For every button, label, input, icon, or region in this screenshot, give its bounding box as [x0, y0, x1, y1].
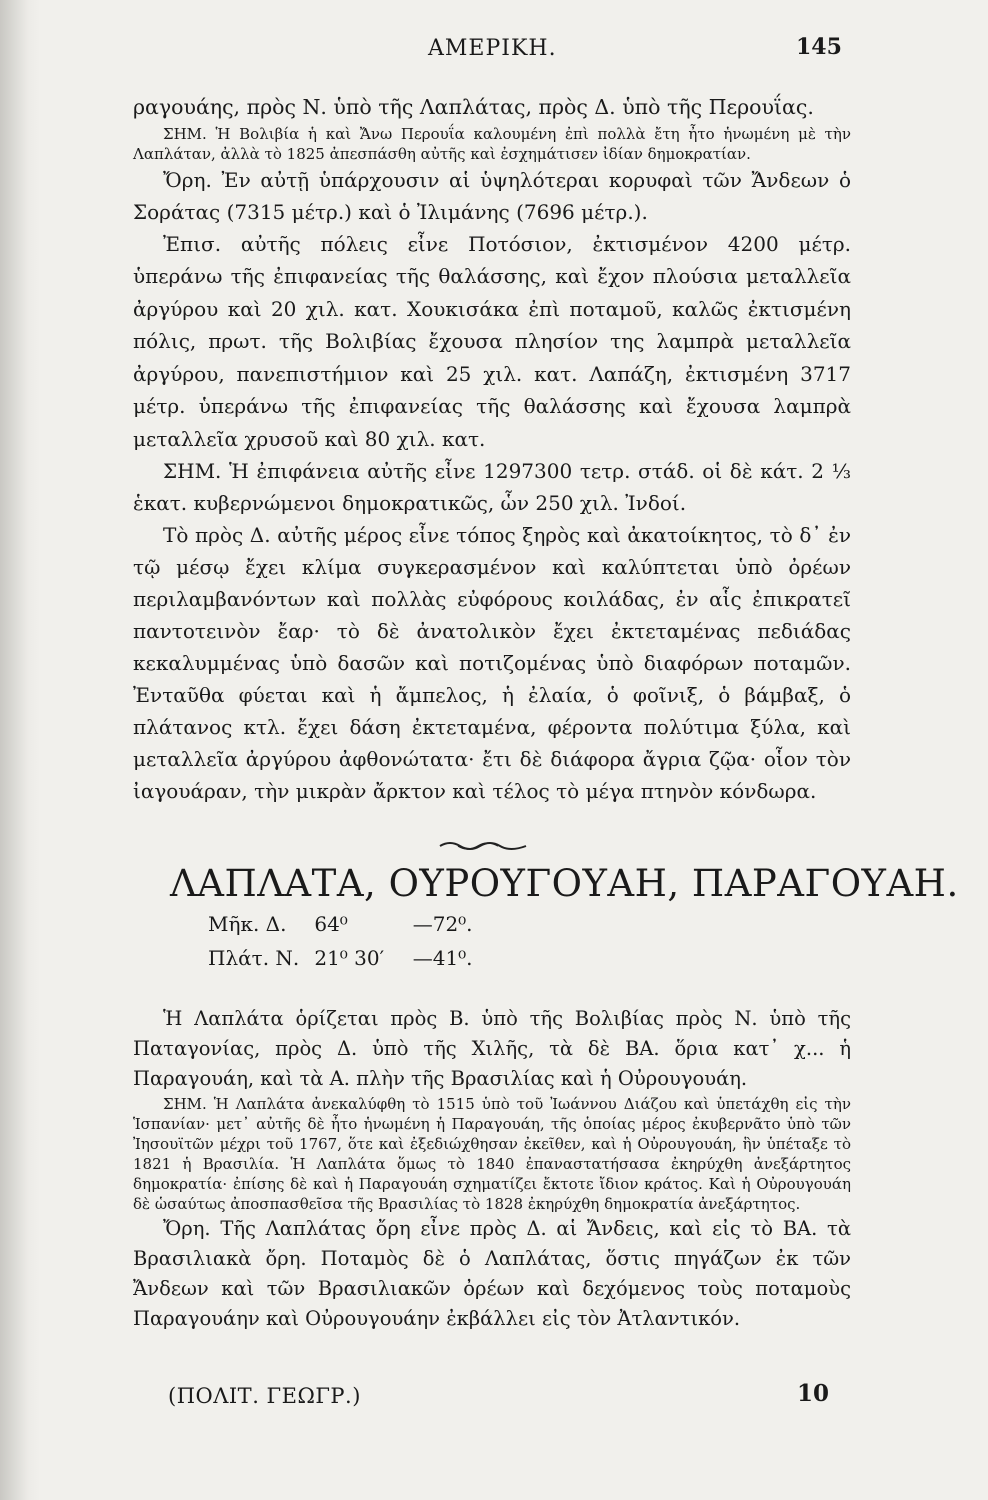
paragraph-laplata-borders: Ἡ Λαπλάτα ὁρίζεται πρὸς Β. ὑπὸ τῆς Βολιβίας πρὸς Ν. ὑπὸ τῆς Παταγονίας, πρὸς Δ. ὑπὸ τῆς Χιλῆς, τὰ δὲ ΒΑ. ὅρια κατ᾿ χ... ἡ Παραγουάη, καὶ τὰ Α. πλὴν τῆς Βρασιλίας καὶ ἡ Οὐρουγουάη.	[133, 1007, 851, 1090]
binding-shadow	[0, 0, 40, 1500]
latitude-from: 21⁰ 30′	[314, 946, 385, 970]
coordinates-latitude	[208, 946, 473, 970]
paragraph-borders: ραγουάης, πρὸς Ν. ὑπὸ τῆς Λαπλάτας, πρὸς Δ. ὑπὸ τῆς Περουΐας.	[133, 95, 814, 119]
printer-signature: (ΠΟΛΙΤ. ΓΕΩΓΡ.)	[168, 1384, 361, 1408]
sheet-number: 10	[797, 1380, 830, 1407]
note-laplata-history: ΣΗΜ. Ἡ Λαπλάτα ἀνεκαλύφθη τὸ 1515 ὑπὸ τοῦ Ἰωάννου Διάζου καὶ ὑπετάχθη εἰς τὴν Ἱσπανίαν· μετ᾿ αὐτῆς δὲ ἦτο ἡνωμένη ἡ Παραγουάη, τῆς ὁποίας μέρος ἐκυβερνᾶτο ὑπὸ τῶν Ἰησουϊτῶν μέχρι τοῦ 1767, ὅτε καὶ ἐξεδιώχθησαν ἐκεῖθεν, καὶ ἡ Οὐρουγουάη, ἣν ὑπέταξε τὸ 1821 ἡ Βρασιλία. Ἡ Λαπλάτα ὅμως τὸ 1840 ἐπαναστατήσασα ἐκηρύχθη ἀνεξάρτητος δημοκρατία· ἐπίσης δὲ καὶ ἡ Παραγουάη σχηματίζει ἔκτοτε ἴδιον κράτος. Καὶ ἡ Οὐρουγουάη δὲ ὡσαύτως ἀποσπασθεῖσα τῆς Βρασιλίας τὸ 1828 ἐκηρύχθη δημοκρατία ἀνεξάρτητος.	[133, 1095, 851, 1213]
paragraph-mountains: Ὄρη. Ἐν αὐτῇ ὑπάρχουσιν αἱ ὑψηλότεραι κορυφαὶ τῶν Ἄνδεων ὁ Σοράτας (7315 μέτρ.) καὶ ὁ Ἰλιμάνης (7696 μέτρ.).	[133, 167, 851, 224]
longitude-label: Μῆκ. Δ.	[208, 912, 287, 936]
paragraph-geography: Τὸ πρὸς Δ. αὐτῆς μέρος εἶνε τόπος ξηρὸς καὶ ἀκατοίκητος, τὸ δ᾿ ἐν τῷ μέσῳ ἔχει κλίμα συγκερασμένον καὶ καλύπτεται ὑπὸ ὀρέων περιλαμβανόντων καὶ πολλὰς εὐφόρους κοιλάδας, ἐν αἷς ἐπικρατεῖ παντοτεινὸν ἔαρ· τὸ δὲ ἀνατολικὸν ἔχει ἐκτεταμένας πεδιάδας κεκαλυμμένας ὑπὸ δασῶν καὶ ποτιζομένας ὑπὸ διαφόρων ποταμῶν. Ἐνταῦθα φύεται καὶ ἡ ἄμπελος, ἡ ἐλαία, ὁ φοῖνιξ, ὁ βάμβαξ, ὁ πλάτανος κτλ. ἔχει δάση ἐκτεταμένα, φέροντα πολύτιμα ξύλα, καὶ μεταλλεῖα ἀργύρου ἀφθονώτατα· ἔτι δὲ διάφορα ἄγρια ζῷα· οἷον τὸν ἰαγουάραν, τὴν μικρὰν ἄρκτον καὶ τέλος τὸ μέγα πτηνὸν κόνδωρα.	[133, 523, 851, 803]
latitude-to: —41⁰.	[412, 946, 473, 970]
longitude-from: 64⁰	[314, 912, 348, 936]
running-head: ΑΜΕΡΙΚΗ.	[428, 36, 557, 61]
paragraph-cities: Ἐπισ. αὐτῆς πόλεις εἶνε Ποτόσιον, ἐκτισμένον 4200 μέτρ. ὑπεράνω τῆς ἐπιφανείας τῆς θαλάσσης, καὶ ἔχον πλούσια μεταλλεῖα ἀργύρου καὶ 20 χιλ. κατ. Χουκισάκα ἐπὶ ποταμοῦ, καλῶς ἐκτισμένη πόλις, πρωτ. τῆς Βολιβίας ἔχουσα πλησίον της λαμπρὰ μεταλλεῖα ἀργύρου, πανεπιστήμιον καὶ 25 χιλ. κατ. Λαπάζη, ἐκτισμένη 3717 μέτρ. ὑπεράνω τῆς ἐπιφανείας τῆς θαλάσσης καὶ ἔχουσα λαμπρὰ μεταλλεῖα χρυσοῦ καὶ 80 χιλ. κατ.	[133, 231, 851, 451]
note-history: ΣΗΜ. Ἡ Βολιβία ἡ καὶ Ἄνω Περουΐα καλουμένη ἐπὶ πολλὰ ἔτη ἦτο ἡνωμένη μὲ τὴν Λαπλάταν, ἀλλὰ τὸ 1825 ἀπεσπάσθη αὐτῆς καὶ ἐσχημάτισεν ἰδίαν δημοκρατίαν.	[133, 124, 851, 163]
section-title: ΛΑΠΛΑΤΑ, ΟΥΡΟΥΓΟΥΑΗ, ΠΑΡΑΓΟΥΑΗ.	[170, 862, 959, 905]
page-number: 145	[796, 34, 842, 60]
section-ornament	[438, 838, 528, 854]
longitude-to: —72⁰.	[412, 912, 473, 936]
section-bolivia	[133, 92, 851, 807]
section-laplata	[133, 1004, 851, 1334]
coordinates-longitude	[208, 912, 473, 936]
latitude-label: Πλάτ. Ν.	[208, 946, 300, 970]
paragraph-laplata-mountains: Ὄρη. Τῆς Λαπλάτας ὄρη εἶνε πρὸς Δ. αἱ Ἄνδεις, καὶ εἰς τὸ ΒΑ. τὰ Βρασιλιακὰ ὄρη. Ποταμὸς δὲ ὁ Λαπλάτας, ὅστις πηγάζων ἐκ τῶν Ἄνδεων καὶ τῶν Βρασιλιακῶν ὀρέων καὶ δεχόμενος τοὺς ποταμοὺς Παραγουάην καὶ Οὐρουγουάην ἐκβάλλει εἰς τὸν Ἀτλαντικόν.	[133, 1217, 851, 1330]
note-area-population: ΣΗΜ. Ἡ ἐπιφάνεια αὐτῆς εἶνε 1297300 τετρ. στάδ. οἱ δὲ κάτ. 2 ⅓ ἑκατ. κυβερνώμενοι δημοκρατικῶς, ὧν 250 χιλ. Ἰνδοί.	[133, 459, 851, 515]
